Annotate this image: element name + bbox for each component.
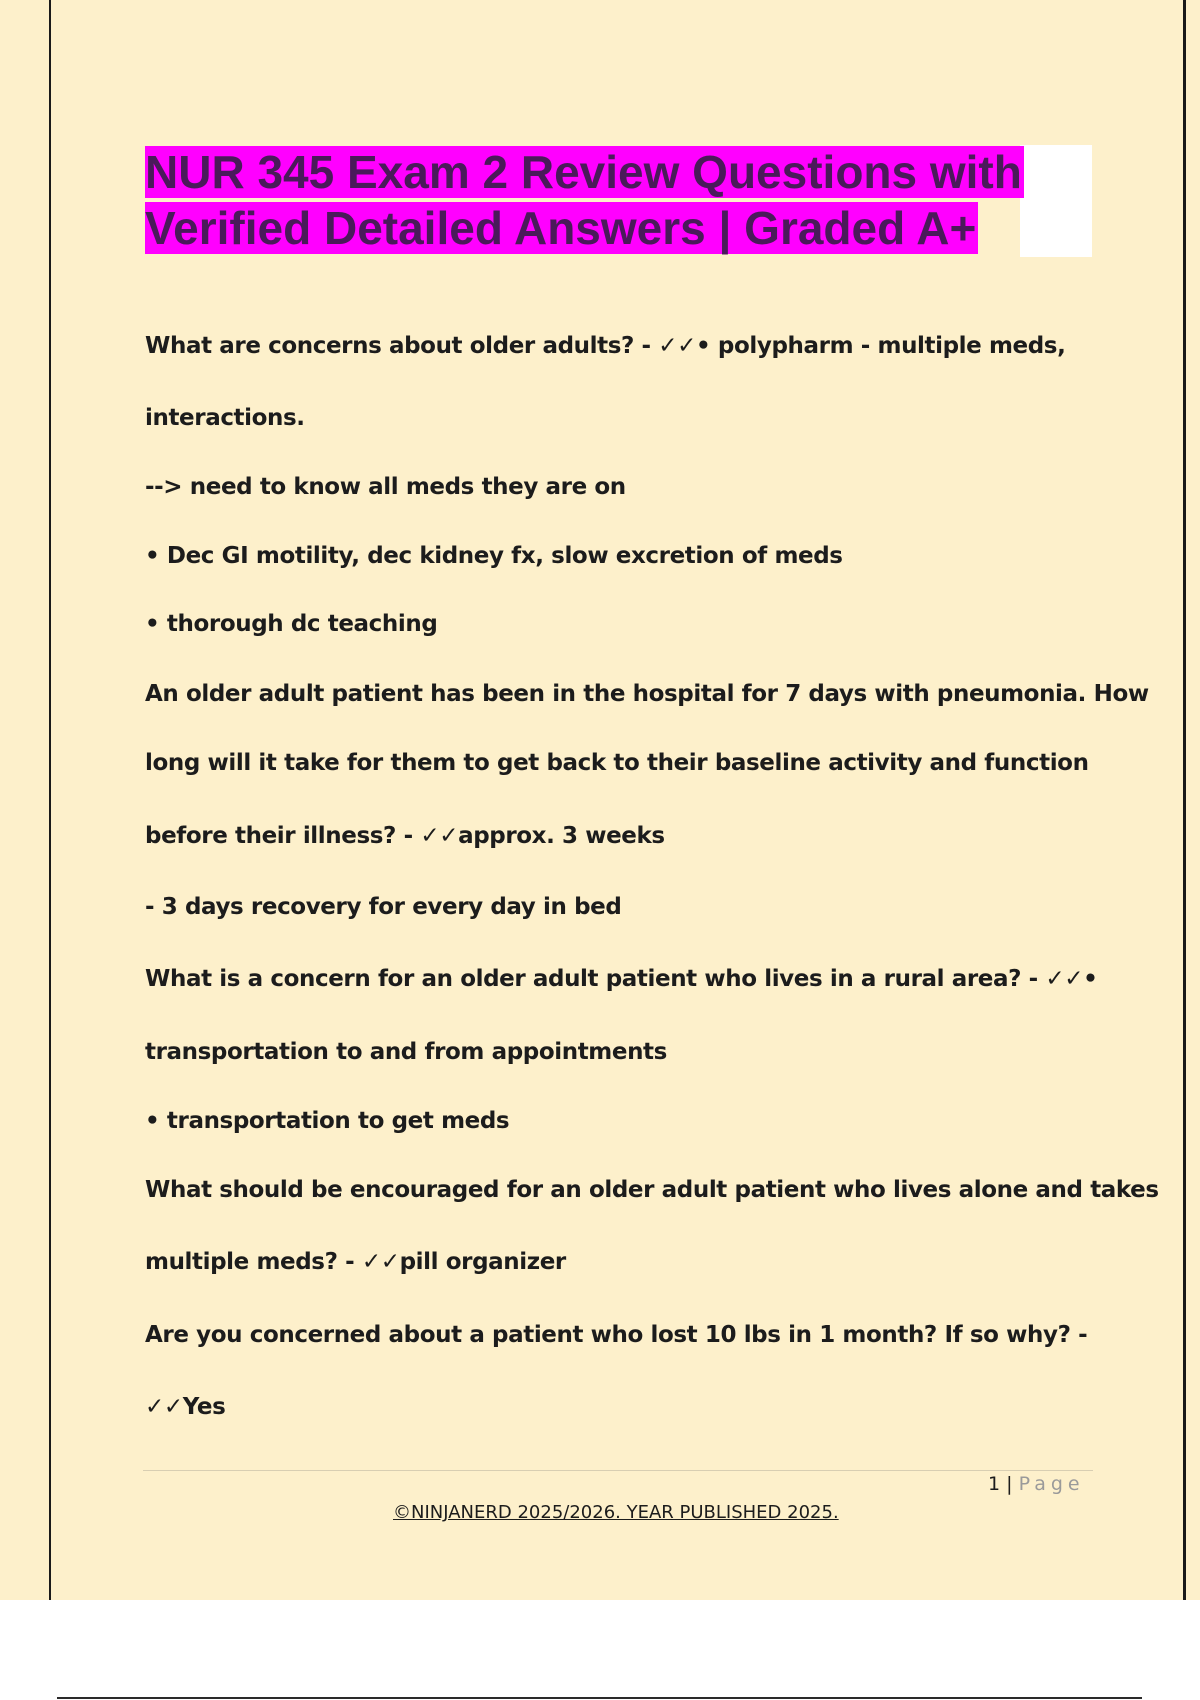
page-number <box>988 1473 1085 1495</box>
body-line: What is a concern for an older adult patient who lives in a rural area? - ✓✓• <box>145 966 1098 992</box>
body-line: • thorough dc teaching <box>145 611 438 637</box>
body-line: - 3 days recovery for every day in bed <box>145 894 622 920</box>
body-line: interactions. <box>145 405 305 431</box>
page-number-value: 1 <box>988 1473 1001 1495</box>
title-line-2: Verified Detailed Answers | Graded A+ <box>145 202 977 254</box>
page-label: Page <box>1018 1473 1085 1495</box>
body-line: ✓✓Yes <box>145 1394 226 1420</box>
body-line: multiple meds? - ✓✓pill organizer <box>145 1249 566 1275</box>
body-line: transportation to and from appointments <box>145 1039 667 1065</box>
document-title <box>145 144 1090 256</box>
body-line: Are you concerned about a patient who lost 10 lbs in 1 month? If so why? - <box>145 1322 1088 1348</box>
body-line: long will it take for them to get back to their baseline activity and function <box>145 750 1089 776</box>
body-line: An older adult patient has been in the hospital for 7 days with pneumonia. How <box>145 681 1149 707</box>
body-line: before their illness? - ✓✓approx. 3 weeks <box>145 823 665 849</box>
body-line: What are concerns about older adults? - ✓✓• polypharm - multiple meds, <box>145 333 1066 359</box>
copyright-notice: ©NINJANERD 2025/2026. YEAR PUBLISHED 2025. <box>393 1502 839 1523</box>
title-line-1: NUR 345 Exam 2 Review Questions with <box>145 146 1022 198</box>
page-number-separator: | <box>1006 1473 1013 1495</box>
bottom-divider <box>57 1697 1142 1699</box>
footer-divider <box>143 1470 1093 1471</box>
page-border-right <box>1183 0 1186 1600</box>
body-line: --> need to know all meds they are on <box>145 474 626 500</box>
body-line: • transportation to get meds <box>145 1108 510 1134</box>
page-border-left <box>49 0 51 1600</box>
body-line: • Dec GI motility, dec kidney fx, slow excretion of meds <box>145 543 843 569</box>
body-line: What should be encouraged for an older adult patient who lives alone and takes <box>145 1177 1159 1203</box>
